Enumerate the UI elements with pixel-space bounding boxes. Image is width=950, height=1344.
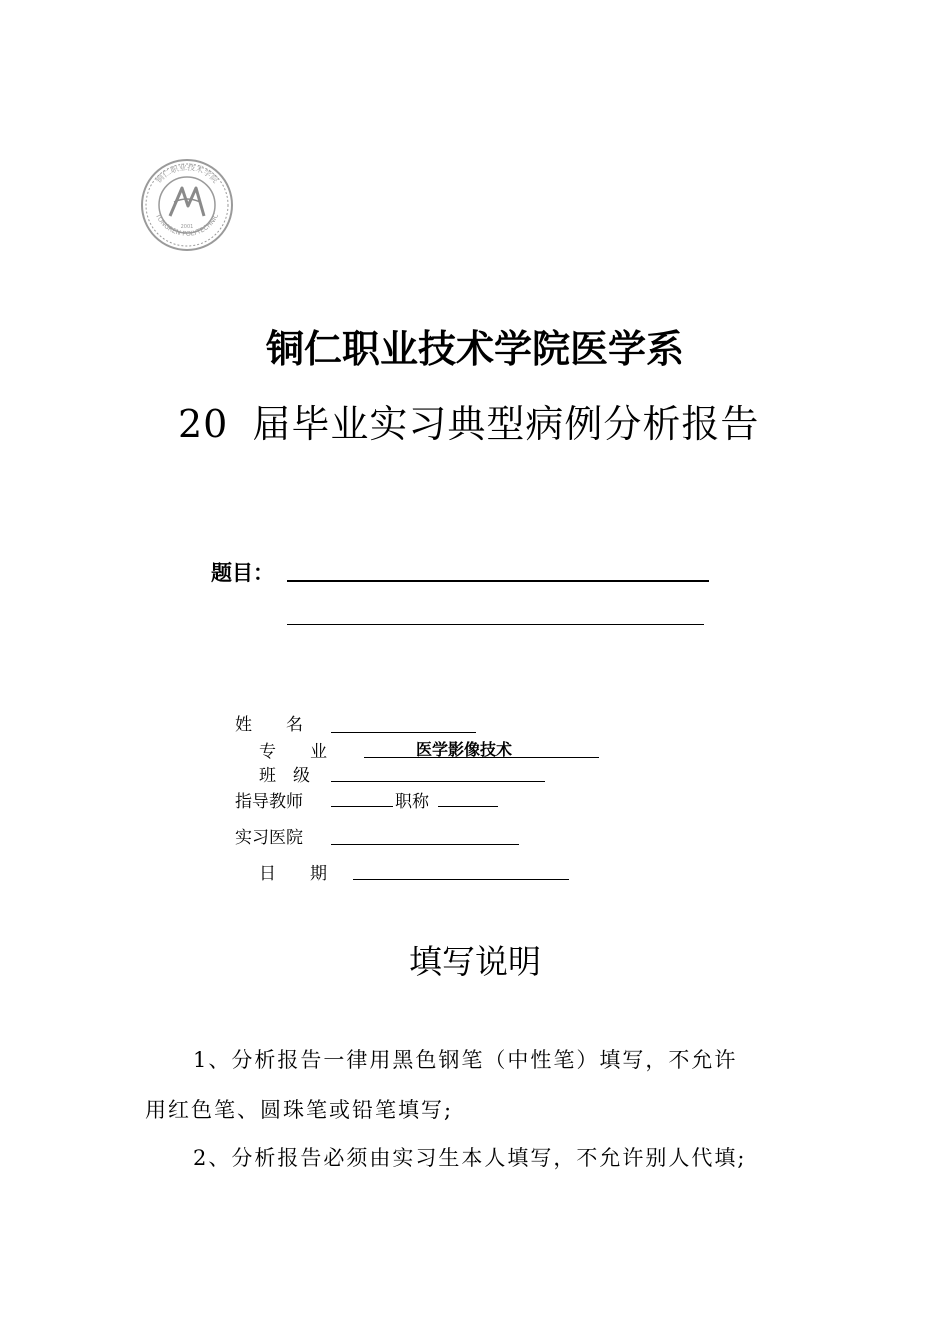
major-value: 医学影像技术 xyxy=(416,740,513,759)
hospital-input-line[interactable] xyxy=(331,844,519,845)
advisor-label: 指导教师 xyxy=(235,792,303,812)
date-label: 日 期 xyxy=(259,864,327,884)
name-label: 姓 名 xyxy=(235,715,303,735)
job-title-label: 职称 xyxy=(395,792,429,812)
advisor-input-line[interactable] xyxy=(331,806,393,807)
topic-input-line-2[interactable] xyxy=(287,624,704,625)
instruction-item-2: 2、分析报告必须由实习生本人填写，不允许别人代填; xyxy=(193,1146,747,1170)
major-label: 专 业 xyxy=(259,742,327,762)
report-subtitle xyxy=(178,393,759,448)
instruction-item-1-line-1: 1、分析报告一律用黑色钢笔（中性笔）填写，不允许 xyxy=(193,1048,738,1072)
seal-ring-text-top: 铜仁职业技术学院 xyxy=(154,162,220,185)
subtitle-text: 届毕业实习典型病例分析报告 xyxy=(252,402,760,446)
page-title: 铜仁职业技术学院医学系 xyxy=(265,327,684,371)
name-input-line[interactable] xyxy=(331,732,476,733)
school-seal-icon xyxy=(140,158,234,252)
date-input-line[interactable] xyxy=(353,879,569,880)
job-title-input-line[interactable] xyxy=(438,806,498,807)
topic-input-line-1[interactable] xyxy=(287,580,709,582)
instructions-heading: 填写说明 xyxy=(409,942,541,981)
subtitle-year: 20 xyxy=(178,402,229,446)
seal-year: 2001 xyxy=(180,224,194,230)
hospital-label: 实习医院 xyxy=(235,828,303,848)
instruction-item-1-line-2: 用红色笔、圆珠笔或铅笔填写; xyxy=(145,1098,454,1122)
class-label: 班 级 xyxy=(259,766,310,786)
major-input-line[interactable] xyxy=(364,757,599,758)
class-input-line[interactable] xyxy=(331,781,545,782)
topic-label: 题目： xyxy=(211,561,274,585)
seal-ring-text-bottom: TONGREN POLYTECHNIC xyxy=(153,212,221,238)
